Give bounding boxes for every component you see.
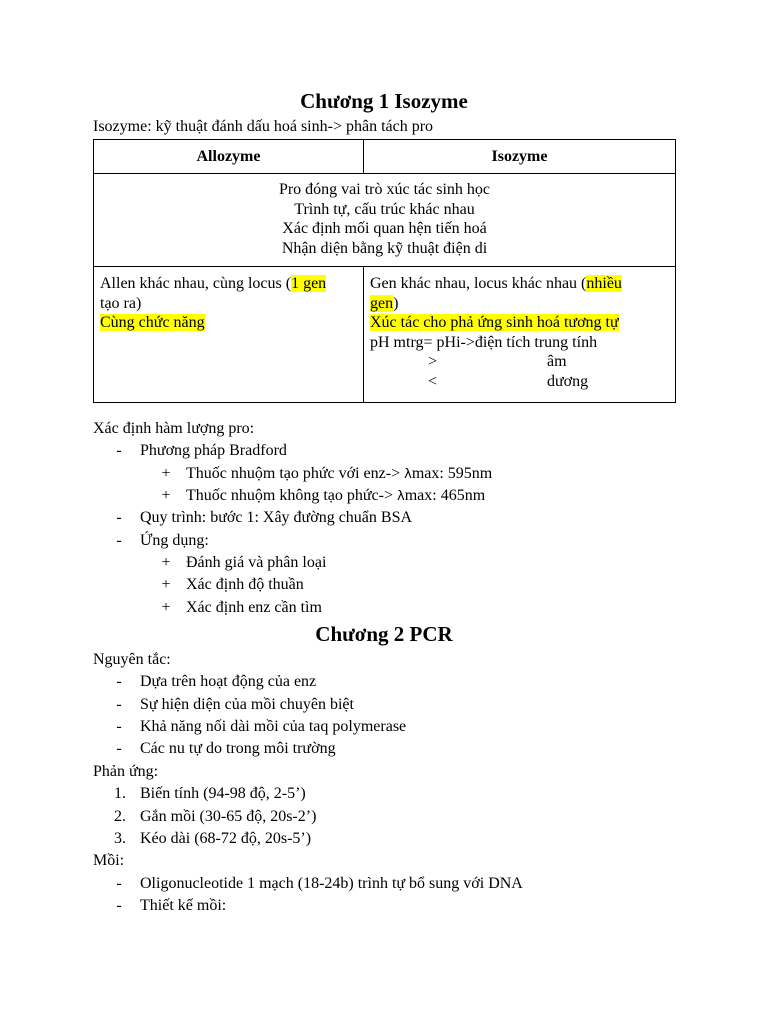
principle-item: Khả năng nối dài mồi của taq polymerase [140, 718, 407, 735]
allozyme-desc [100, 274, 357, 294]
lambda-symbol: λ [404, 467, 412, 482]
isozyme-highlight: nhiều [586, 275, 622, 292]
chapter-1-title: Chương 1 Isozyme [300, 89, 468, 113]
shared-line: Xác định mối quan hện tiến hoá [282, 220, 487, 237]
reaction-step: Gắn mồi (30-65 độ, 20s-2’) [140, 808, 317, 825]
bradford-item: Phương pháp Bradford [140, 442, 287, 459]
principle-item: Các nu tự do trong môi trường [140, 740, 336, 757]
quant-heading: Xác định hàm lượng pro: [93, 420, 255, 437]
dash-bullet: - [116, 696, 122, 713]
primer-heading: Mồi: [93, 852, 125, 869]
plus-bullet: + [161, 554, 171, 571]
dash-bullet: - [116, 673, 122, 690]
app-item: Xác định độ thuần [186, 576, 304, 593]
plus-bullet: + [161, 487, 171, 504]
step-number: 2. [114, 808, 126, 825]
app-item: Xác định enz cần tìm [186, 599, 322, 616]
isozyme-intro: Isozyme: kỹ thuật đánh dấu hoá sinh-> phân tách pro [93, 118, 434, 135]
dash-bullet: - [116, 875, 122, 892]
app-item: Đánh giá và phân loại [186, 554, 327, 571]
dash-bullet: - [116, 718, 122, 735]
reaction-heading: Phản ứng: [93, 763, 159, 780]
shared-properties-cell [94, 174, 676, 267]
allozyme-desc-text: Allen khác nhau, cùng locus ( [100, 275, 292, 292]
dash-bullet: - [116, 532, 122, 549]
plus-bullet: + [161, 576, 171, 593]
allozyme-desc-cont: tạo ra) [100, 294, 142, 312]
allozyme-highlight: 1 gen [291, 275, 327, 292]
dye-complex-wavelength: max: 595nm [411, 465, 493, 482]
dash-bullet: - [116, 442, 122, 459]
dye-nocomplex-text: Thuốc nhuộm không tạo phức-> [186, 487, 393, 504]
reaction-step: Biến tính (94-98 độ, 2-5’) [140, 785, 306, 802]
step-number: 1. [114, 785, 126, 802]
reaction-step: Kéo dài (68-72 độ, 20s-5’) [140, 830, 312, 847]
dye-complex-item [186, 464, 492, 485]
table-header-row [94, 140, 676, 174]
isozyme-cell [364, 267, 676, 403]
principle-heading: Nguyên tắc: [93, 651, 171, 668]
less-sign: < [428, 373, 438, 390]
dye-nocomplex-wavelength: max: 465nm [404, 487, 486, 504]
charge-positive: dương [547, 373, 589, 390]
ph-line: pH mtrg= pHi->điện tích trung tính [370, 333, 598, 351]
principle-item: Sự hiện diện của mồi chuyên biệt [140, 696, 354, 713]
dash-bullet: - [116, 509, 122, 526]
plus-bullet: + [161, 465, 171, 482]
isozyme-desc-close: ) [393, 294, 399, 312]
dye-nocomplex-item [186, 486, 485, 507]
plus-bullet: + [161, 599, 171, 616]
allozyme-function: Cùng chức năng [100, 314, 205, 331]
primer-item: Thiết kế mồi: [140, 897, 227, 914]
greater-sign: > [428, 353, 438, 370]
comparison-table [93, 139, 676, 403]
isozyme-function: Xúc tác cho phả ứng sinh hoá tương tự [370, 314, 619, 331]
isozyme-desc [370, 274, 669, 294]
header-isozyme: Isozyme [364, 140, 676, 174]
dash-bullet: - [116, 740, 122, 757]
table-diff-row [94, 267, 676, 403]
dye-complex-text: Thuốc nhuộm tạo phức với enz-> [186, 465, 401, 482]
isozyme-desc-text: Gen khác nhau, locus khác nhau ( [370, 275, 587, 292]
charge-negative: âm [547, 353, 567, 370]
lambda-symbol: λ [397, 489, 405, 504]
allozyme-cell [94, 267, 364, 403]
isozyme-highlight-cont: gen [370, 294, 394, 312]
shared-line: Nhận diện bằng kỹ thuật điện di [281, 239, 488, 257]
header-allozyme: Allozyme [94, 140, 364, 174]
principle-item: Dựa trên hoạt động của enz [140, 673, 317, 690]
shared-line: Trình tự, cấu trúc khác nhau [294, 200, 475, 218]
dash-bullet: - [116, 897, 122, 914]
table-shared-row [94, 174, 676, 267]
chapter-2-title: Chương 2 PCR [315, 622, 453, 646]
application-item: Ứng dụng: [140, 532, 209, 549]
shared-line: Pro đóng vai trò xúc tác sinh học [278, 181, 491, 198]
procedure-item: Quy trình: bước 1: Xây đường chuẩn BSA [140, 509, 413, 526]
step-number: 3. [114, 830, 126, 847]
primer-item: Oligonucleotide 1 mạch (18-24b) trình tự bổ sung với DNA [140, 875, 523, 892]
